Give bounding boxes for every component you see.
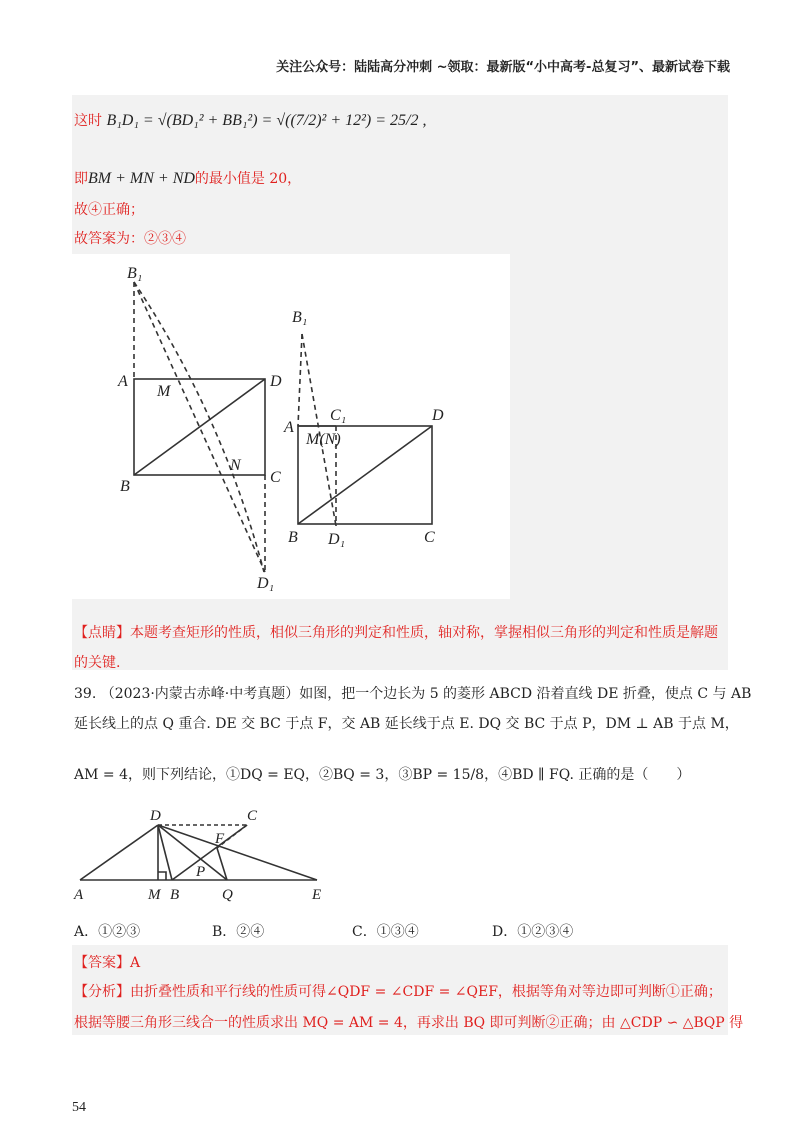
- page-header: 关注公众号：陆陆高分冲刺 ~领取：最新版“小中高考-总复习”、最新试卷下载: [276, 60, 730, 75]
- problem-line-3: AM = 4，则下列结论，①DQ = EQ，②BQ = 3，③BP = 15/8，④BD ∥ FQ. 正确的是（ ）: [74, 767, 691, 783]
- problem-line-1: [74, 683, 751, 703]
- label-m-3: M: [148, 887, 161, 903]
- answer-tag: 【答案】: [74, 955, 130, 971]
- label-c: C: [270, 469, 281, 486]
- label2-d1: D₁: [328, 531, 346, 548]
- label-b-3: B: [170, 887, 180, 903]
- page-number: 54: [72, 1100, 86, 1115]
- label2-d: D: [432, 407, 444, 424]
- conclusion-line: 故④正确；: [74, 202, 144, 218]
- label2-b: B: [288, 529, 298, 546]
- label2-c1: C₁: [330, 407, 347, 424]
- diagonal-bd-1: [134, 379, 265, 475]
- label-d-3: D: [150, 808, 161, 824]
- problem-text-1: 如图，把一个边长为 5 的菱形 ABCD 沿着直线 DE 折叠，使点 C 与 AB: [299, 686, 752, 702]
- answer-line: 故答案为：②③④: [74, 231, 186, 247]
- problem-number: 39.: [74, 686, 97, 702]
- label-a: A: [118, 373, 128, 390]
- min-expression: BM + MN + ND: [88, 170, 195, 187]
- min-suffix: 的最小值是 20，: [194, 171, 302, 187]
- label2-c: C: [424, 529, 435, 546]
- answer-row: [74, 952, 140, 972]
- analysis-line-2: 根据等腰三角形三线合一的性质求出 MQ = AM = 4，再求出 BQ 即可判断②正确；由 △CDP ∽ △BQP 得: [74, 1015, 744, 1031]
- comment-line-2: 的关键.: [74, 655, 121, 671]
- right-angle-mark: [158, 872, 166, 880]
- figure-rhombus: [72, 800, 342, 910]
- label2-a: A: [284, 419, 294, 436]
- label-b1: B₁: [127, 265, 143, 282]
- label-c-3: C: [247, 808, 258, 824]
- min-prefix: 即: [74, 171, 88, 187]
- label-d1: D₁: [257, 575, 275, 592]
- min-value-line: [74, 168, 301, 188]
- formula-text: B₁D₁ = √(BD₁² + BB₁²) = √((7/2)² + 12²) = 25/2 ,: [106, 112, 427, 129]
- seg-de: [158, 825, 317, 880]
- label-e-3: E: [312, 887, 322, 903]
- seg-ad: [80, 825, 158, 880]
- label-b: B: [120, 478, 130, 495]
- label2-mn: M(N): [306, 431, 341, 448]
- answer-value: A: [130, 955, 141, 971]
- comment-text-1: 本题考查矩形的性质，相似三角形的判定和性质，轴对称，掌握相似三角形的判定和性质是解题: [130, 625, 718, 641]
- option-c: C．①③④: [352, 924, 419, 940]
- label-a-3: A: [74, 887, 84, 903]
- label-p-3: P: [196, 864, 206, 880]
- analysis-tag: 【分析】: [74, 984, 130, 1000]
- label-f-3: F: [215, 831, 225, 847]
- analysis-text-1: 由折叠性质和平行线的性质可得∠QDF = ∠CDF = ∠QEF，根据等角对等边即可判断①正确；: [130, 984, 722, 1000]
- label-n: N: [230, 457, 241, 474]
- option-a: A．①②③: [74, 924, 141, 940]
- label-m: M: [157, 383, 171, 400]
- formula-line: [74, 110, 427, 130]
- option-b: B．②④: [212, 924, 265, 940]
- dash-b1-d1-2: [302, 334, 336, 526]
- label2-b1: B₁: [292, 309, 308, 326]
- option-d: D．①②③④: [492, 924, 574, 940]
- figure-rectangles-svg: [72, 254, 510, 599]
- figure-rhombus-svg: [72, 800, 342, 910]
- comment-tag: 【点睛】: [74, 625, 130, 641]
- problem-line-2: 延长线上的点 Q 重合. DE 交 BC 于点 F，交 AB 延长线于点 E. DQ 交 BC 于点 P，DM ⊥ AB 于点 M，: [74, 716, 739, 732]
- label-d: D: [270, 373, 282, 390]
- figure-rectangles: [72, 254, 510, 599]
- analysis-line-1: [74, 981, 722, 1001]
- comment-line-1: [74, 622, 718, 642]
- formula-prefix: 这时: [74, 113, 102, 129]
- problem-source: （2023·内蒙古赤峰·中考真题）: [100, 686, 300, 702]
- dash-b1-a-2: [298, 334, 302, 426]
- label-q-3: Q: [222, 887, 233, 903]
